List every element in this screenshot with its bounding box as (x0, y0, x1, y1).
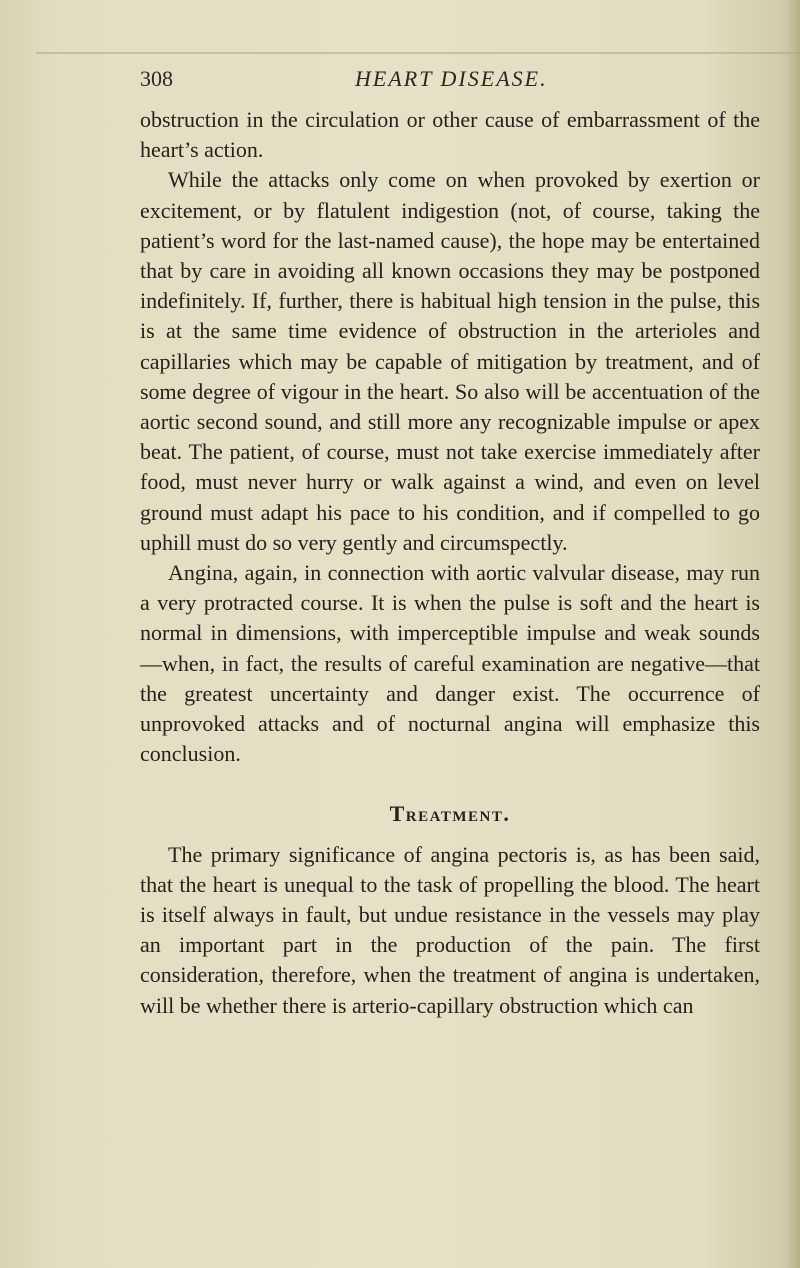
paragraph-angina-aortic: Angina, again, in connection with aortic valvular disease, may run a very protracted course. It is when the pulse is soft and the heart is normal in dimensions, with imperceptible impulse and weak sounds—when, in fact, the results of careful examination are negative—that the greatest uncertainty and danger exist. The occurrence of unprovoked attacks and of nocturnal angina will emphasize this conclusion. (140, 560, 760, 767)
running-head (140, 60, 760, 90)
body-text (140, 105, 760, 1021)
page-edge-shadow (786, 0, 800, 1268)
paragraph-continued: obstruction in the circulation or other cause of embarrassment of the heart’s action. (140, 107, 760, 163)
paragraph-attacks: While the attacks only come on when provoked by exertion or excitement, or by flatulent indigestion (not, of course, taking the patient’s word for the last-named cause), the hope may be entertained that by care in avoiding all known occasions they may be postponed indefinitely. If, further, there is habitual high tension in the pulse, this is at the same time evidence of obstruction in the arterioles and capillaries which may be capable of mitigation by treatment, and of some degree of vigour in the heart. So also will be accentuation of the aortic second sound, and still more any recognizable impulse or apex beat. The patient, of course, must not take exercise immediately after food, must never hurry or walk against a wind, and even on level ground must adapt his pace to his condition, and if compelled to go uphill must do so very gently and circumspectly. (140, 167, 760, 555)
page-top-edge (36, 52, 800, 54)
section-heading-treatment: Treatment. (389, 801, 511, 827)
page-number: 308 (140, 66, 173, 91)
paragraph-treatment: The primary significance of angina pectoris is, as has been said, that the heart is unequal to the task of propelling the blood. The heart is itself always in fault, but undue resistance in the vessels may play an important part in the production of the pain. The first consideration, therefore, when the treatment of angina is undertaken, will be whether there is arterio-capillary obstruction which can (140, 841, 760, 1018)
running-title: HEART DISEASE. (355, 66, 548, 91)
